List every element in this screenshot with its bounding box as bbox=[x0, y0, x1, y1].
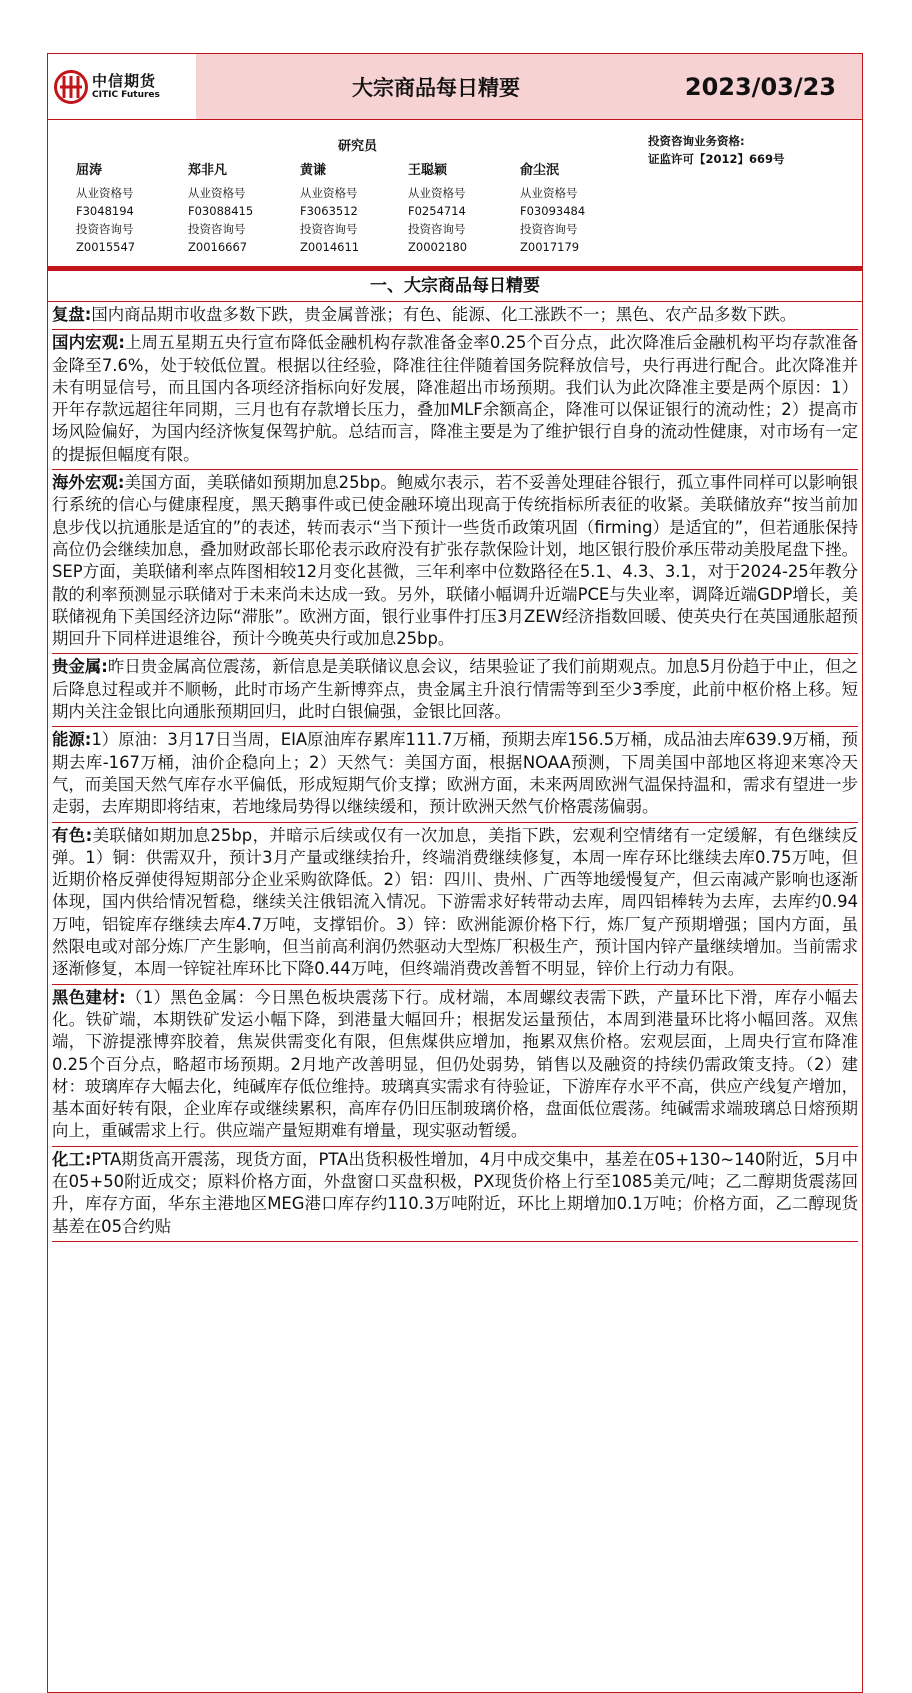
section-title: 一、大宗商品每日精要 bbox=[48, 271, 862, 302]
paragraph-label: 化工: bbox=[52, 1149, 92, 1169]
header-banner bbox=[196, 54, 862, 119]
paragraph-label: 复盘: bbox=[52, 305, 92, 324]
researcher-card bbox=[300, 162, 359, 256]
paragraph-text: （1）黑色金属：今日黑色板块震荡下行。成材端，本周螺纹表需下跌，产量环比下滑，库存小幅去化。铁矿端，本期铁矿发运小幅下降，到港量大幅回升；根据发运量预估，本周到港量环比将小幅回落。双焦端，下游提涨博弈胶着，焦炭供需变化有限，但焦煤供应增加，拖累双焦价格。宏观层面，上周央行宣布降准0.25个百分点，略超市场预期。2月地产改善明显，但仍处弱势，销售以及融资的持续仍需政策支持。（2）建材：玻璃库存大幅去化，纯碱库存低位维持。玻璃真实需求有待验证，下游库存水平不高，供应产线复产增加，基本面好转有限，企业库存或继续累积，高库存仍旧压制玻璃价格，盘面低位震荡。纯碱需求端玻璃总日熔预期向上，重碱需求上行。供应端产量短期难有增量，现实驱动暂缓。 bbox=[52, 987, 858, 1141]
license-info bbox=[648, 132, 785, 168]
cert-label: 从业资格号 bbox=[520, 186, 578, 200]
paragraph-text: 昨日贵金属高位震荡，新信息是美联储议息会议，结果验证了我们前期观点。加息5月份趋于中止，但之后降息过程或并不顺畅，此时市场产生新博弈点，贵金属主升浪行情需等到至少3季度，此前中枢价格上移。短期内关注金银比向通胀预期回归，此时白银偏强，金银比回落。 bbox=[52, 657, 858, 722]
consult-number: Z0014611 bbox=[300, 240, 360, 254]
paragraph-label: 有色: bbox=[52, 825, 93, 845]
logo-english-name: CITIC Futures bbox=[92, 89, 160, 100]
cert-number: F0254714 bbox=[408, 204, 466, 218]
paragraph-ferrous-building bbox=[52, 985, 858, 1147]
report-frame bbox=[47, 53, 863, 1693]
logo-chinese-name: 中信期货 bbox=[92, 71, 157, 90]
paragraph-text: PTA期货高开震荡，现货方面，PTA出货积极性增加，4月中成交集中，基差在05+130~140附近，5月中在05+50附近成交；原料价格方面，外盘窗口买盘积极，PX现货价格上行至1085美元/吨；乙二醇期货震荡回升，库存方面，华东主港地区MEG港口库存约110.3万吨附近，环比上期增加0.1万吨；价格方面，乙二醇现货基差在05合约贴 bbox=[52, 1149, 858, 1236]
paragraph-text: 上周五星期五央行宣布降低金融机构存款准备金率0.25个百分点，此次降准后金融机构平均存款准备金降至7.6%，处于较低位置。根据以往经验，降准往往伴随着国务院释放信号，央行再进行配合。此次降准并未有明显信号，而且国内各项经济指标向好发展，降准超出市场预期。我们认为此次降准主要是两个原因：1）开年存款远超往年同期，三月也有存款增长压力，叠加MLF余额高企，降准可以保证银行的流动性；2）提高市场风险偏好，为国内经济恢复保驾护航。总结而言，降准主要是为了维护银行自身的流动性健康，对市场有一定的提振但幅度有限。 bbox=[52, 333, 858, 464]
paragraph-label: 黑色建材: bbox=[52, 987, 126, 1007]
cert-number: F03088415 bbox=[188, 204, 254, 218]
paragraph-nonferrous bbox=[52, 823, 858, 985]
report-header bbox=[48, 54, 862, 120]
paragraph-domestic-macro bbox=[52, 330, 858, 470]
cert-label: 从业资格号 bbox=[188, 186, 246, 200]
researcher-name: 黄谦 bbox=[300, 163, 327, 178]
cert-label: 从业资格号 bbox=[408, 186, 466, 200]
paragraph-energy bbox=[52, 727, 858, 822]
paragraph-review bbox=[52, 302, 858, 330]
license-label: 投资咨询业务资格: bbox=[648, 134, 745, 148]
researcher-name: 王聪颖 bbox=[408, 163, 448, 178]
researchers-block bbox=[48, 120, 862, 271]
cert-number: F3063512 bbox=[300, 204, 358, 218]
researcher-card bbox=[188, 162, 253, 256]
paragraph-text: 1）原油：3月17日当周，EIA原油库存累库111.7万桶，预期去库156.5万桶，成品油去库639.9万桶，预期去库-167万桶，油价企稳向上；2）天然气：美国方面，根据NOAA预测，下周美国中部地区将迎来寒冷天气，而美国天然气库存水平偏低，形成短期气价支撑；欧洲方面，未来两周欧洲气温保持温和，需求有望进一步走弱，去库期即将结束，若地缘局势得以继续缓和，预计欧洲天然气价格震荡偏弱。 bbox=[52, 730, 858, 817]
consult-label: 投资咨询号 bbox=[76, 222, 134, 236]
consult-label: 投资咨询号 bbox=[408, 222, 466, 236]
paragraph-label: 国内宏观: bbox=[52, 333, 125, 353]
cert-label: 从业资格号 bbox=[300, 186, 358, 200]
researcher-name: 郑非凡 bbox=[188, 163, 228, 178]
paragraph-label: 海外宏观: bbox=[52, 473, 125, 493]
report-title: 大宗商品每日精要 bbox=[352, 75, 520, 100]
researcher-name: 俞尘泯 bbox=[520, 163, 560, 178]
consult-number: Z0017179 bbox=[520, 240, 580, 254]
researcher-card bbox=[76, 162, 135, 256]
company-logo bbox=[48, 54, 196, 119]
consult-number: Z0002180 bbox=[408, 240, 468, 254]
paragraph-text: 国内商品期市收盘多数下跌，贵金属普涨；有色、能源、化工涨跌不一；黑色、农产品多数下跌。 bbox=[91, 305, 797, 324]
paragraph-label: 能源: bbox=[52, 730, 92, 750]
citic-logo-icon bbox=[54, 70, 88, 104]
researcher-card bbox=[408, 162, 467, 256]
consult-number: Z0015547 bbox=[76, 240, 136, 254]
paragraph-precious-metals bbox=[52, 654, 858, 727]
paragraph-text: 美联储如期加息25bp，并暗示后续或仅有一次加息，美指下跌，宏观利空情绪有一定缓解，有色继续反弹。1）铜：供需双升，预计3月产量或继续抬升，终端消费继续修复，本周一库存环比继续去库0.75万吨，但近期价格反弹使得短期部分企业采购欲降低。2）铝：四川、贵州、广西等地缓慢复产，但云南减产影响也逐渐体现，国内供给情况暂稳，继续关注俄铝流入情况。下游需求好转带动去库，周四铝棒转为去库，去库约0.94万吨，铝锭库存继续去库4.7万吨，支撑铝价。3）锌：欧洲能源价格下行，炼厂复产预期增强；国内方面，虽然限电或对部分炼厂产生影响，但当前高利润仍然驱动大型炼厂积极生产，预计国内锌产量继续增加。当前需求逐渐修复，本周一锌锭社库环比下降0.44万吨，但终端消费改善暂不明显，锌价上行动力有限。 bbox=[52, 825, 858, 979]
paragraph-overseas-macro bbox=[52, 470, 858, 654]
paragraph-chemicals bbox=[52, 1147, 858, 1242]
researchers-heading: 研究员 bbox=[338, 139, 378, 154]
report-content bbox=[48, 302, 862, 1242]
cert-number: F3048194 bbox=[76, 204, 134, 218]
consult-label: 投资咨询号 bbox=[188, 222, 246, 236]
researcher-card bbox=[520, 162, 585, 256]
cert-number: F03093484 bbox=[520, 204, 586, 218]
researcher-name: 屈涛 bbox=[76, 163, 103, 178]
cert-label: 从业资格号 bbox=[76, 186, 134, 200]
consult-number: Z0016667 bbox=[188, 240, 248, 254]
consult-label: 投资咨询号 bbox=[300, 222, 358, 236]
license-number: 证监许可【2012】669号 bbox=[648, 152, 785, 166]
paragraph-label: 贵金属: bbox=[52, 657, 108, 677]
paragraph-text: 美国方面，美联储如预期加息25bp。鲍威尔表示，若不妥善处理硅谷银行，孤立事件同样可以影响银行系统的信心与健康程度，黑天鹅事件或已使金融环境出现高于传统指标所表征的收紧。美联储放弃“按当前加息步伐以抗通胀是适宜的”的表述，转而表示“当下预计一些货币政策巩固（firming）是适宜的”，但若通胀保持高位仍会继续加息，叠加财政部长耶伦表示政府没有扩张存款保险计划，地区银行股价承压带动美股尾盘下挫。SEP方面，美联储利率点阵图相较12月变化甚微，三年利率中位数路径在5.1、4.3、3.1，对于2024-25年教分散的利率预测显示联储对于未来尚未达成一致。另外，联储小幅调升近端PCE与失业率，调降近端GDP增长，美联储视角下美国经济边际“滞胀”。欧洲方面，银行业事件打压3月ZEW经济指数回暖、使英央行在英国通胀超预期回升下同样进退维谷，预计今晚英央行或加息25bp。 bbox=[52, 473, 858, 649]
consult-label: 投资咨询号 bbox=[520, 222, 578, 236]
report-date: 2023/03/23 bbox=[684, 72, 836, 101]
